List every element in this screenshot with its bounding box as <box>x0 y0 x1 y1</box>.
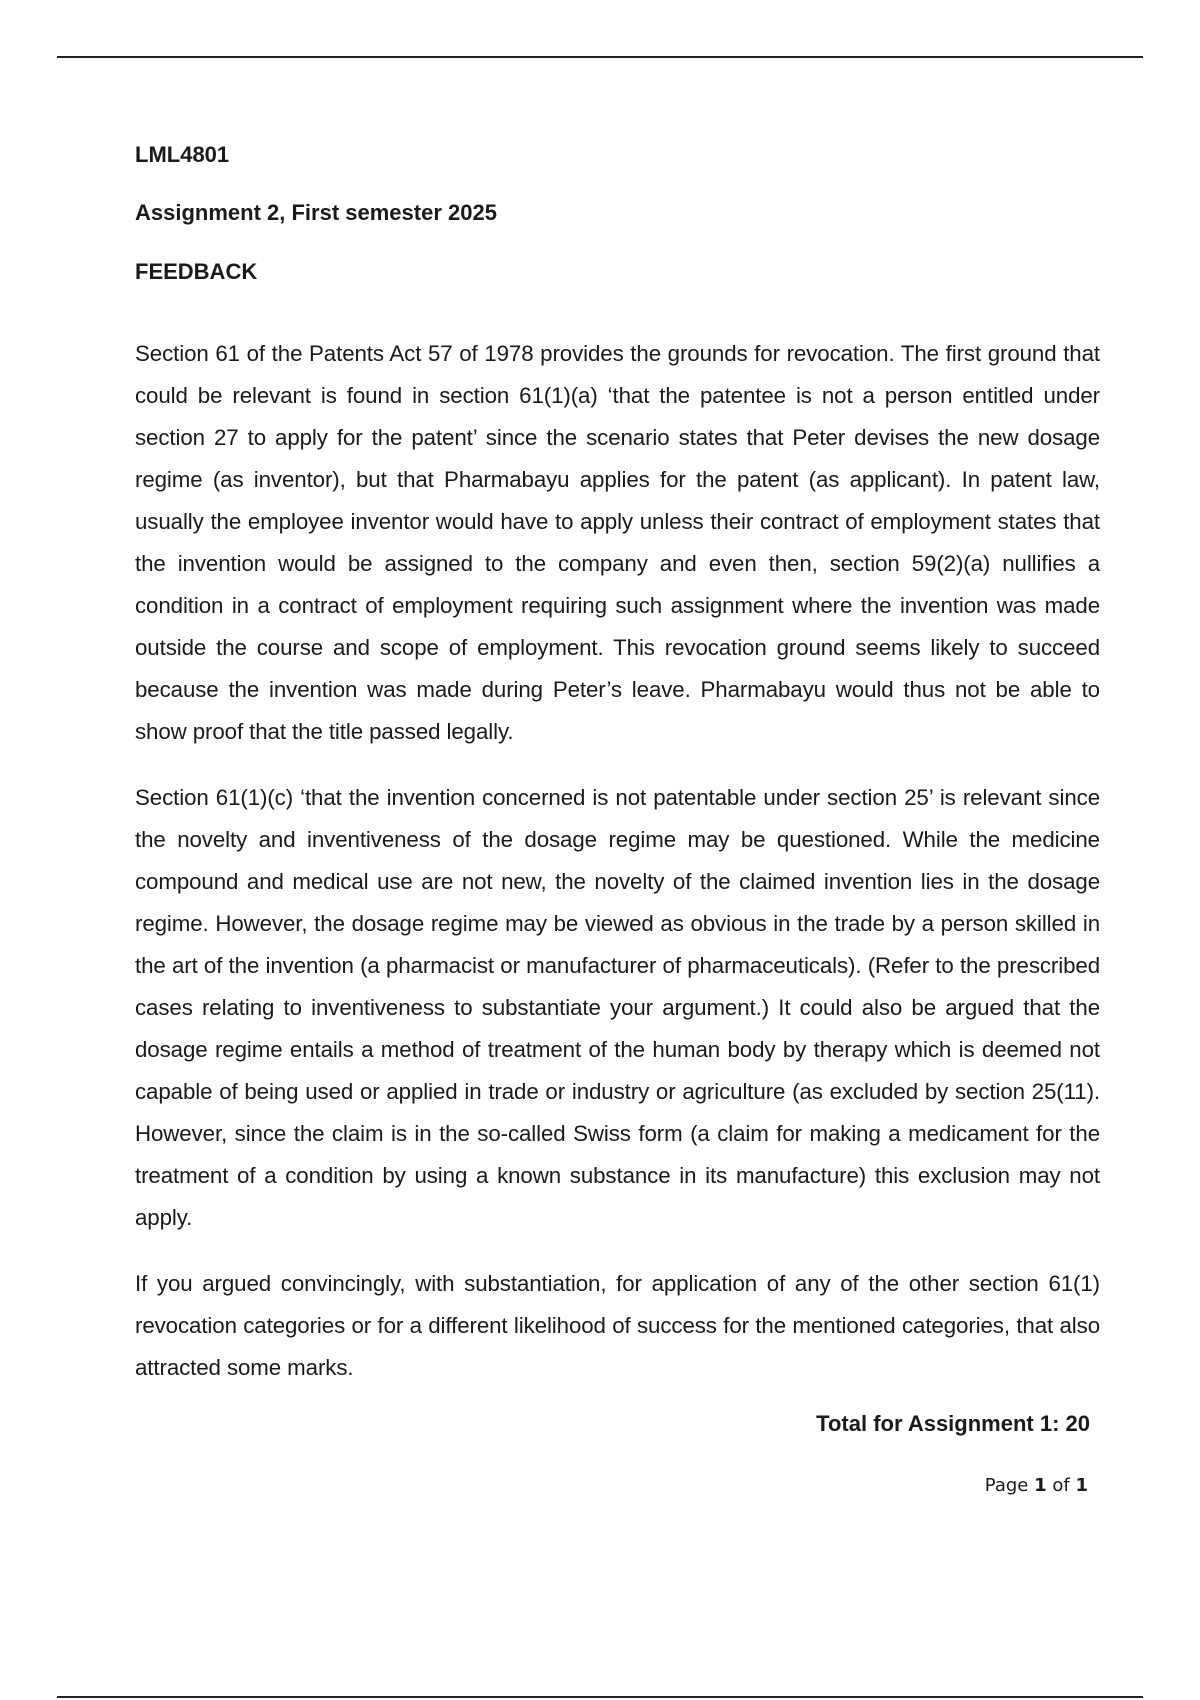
page-label: Page <box>984 1475 1029 1496</box>
feedback-heading: FEEDBACK <box>135 259 258 284</box>
paragraph-other-categories: If you argued convincingly, with substantiation, for application of any of the other section 61(1) revocation categories or for a different likelihood of success for the mentioned categories, that also attracted some marks. <box>135 1271 1100 1380</box>
page-number <box>985 1474 1088 1498</box>
assignment-title: Assignment 2, First semester 2025 <box>135 200 497 225</box>
page-current: 1 <box>1034 1475 1047 1496</box>
assignment-total: Total for Assignment 1: 20 <box>816 1411 1090 1436</box>
course-code: LML4801 <box>135 142 230 167</box>
page-of: of <box>1052 1475 1070 1496</box>
document-body <box>135 140 1100 1389</box>
paragraph-revocation-grounds: Section 61 of the Patents Act 57 of 1978 provides the grounds for revocation. The first ground that could be relevant is found in section 61(1)(a) ‘that the patentee is not a person entitled under section 27 to apply for the patent’ since the scenario states that Peter devises the new dosage regime (as inventor), but that Pharmabayu applies for the patent (as applicant). In patent law, usually the employee inventor would have to apply unless their contract of employment states that the invention would be assigned to the company and even then, section 59(2)(a) nullifies a condition in a contract of employment requiring such assignment where the invention was made outside the course and scope of employment. This revocation ground seems likely to succeed because the invention was made during Peter’s leave. Pharmabayu would thus not be able to show proof that the title passed legally. <box>135 341 1100 744</box>
paragraph-patentability: Section 61(1)(c) ‘that the invention concerned is not patentable under section 25’ is relevant since the novelty and inventiveness of the dosage regime may be questioned. While the medicine compound and medical use are not new, the novelty of the claimed invention lies in the dosage regime. However, the dosage regime may be viewed as obvious in the trade by a person skilled in the art of the invention (a pharmacist or manufacturer of pharmaceuticals). (Refer to the prescribed cases relating to inventiveness to substantiate your argument.) It could also be argued that the dosage regime entails a method of treatment of the human body by therapy which is deemed not capable of being used or applied in trade or industry or agriculture (as excluded by section 25(11). However, since the claim is in the so-called Swiss form (a claim for making a medicament for the treatment of a condition by using a known substance in its manufacture) this exclusion may not apply. <box>135 785 1100 1230</box>
top-rule <box>57 56 1143 58</box>
bottom-rule <box>57 1696 1143 1698</box>
page-total: 1 <box>1075 1475 1088 1496</box>
